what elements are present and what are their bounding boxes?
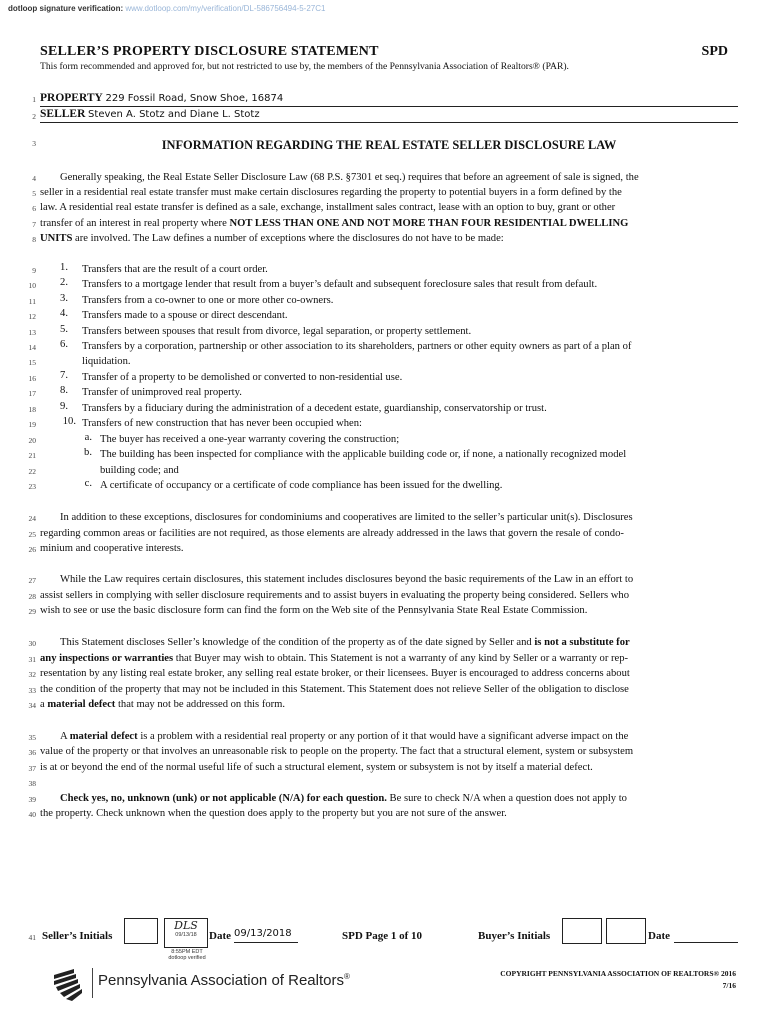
text-run: that Buyer may wish to obtain. This Statement is not a warranty of any kind by Seller or a warranty or rep- (173, 653, 629, 664)
paragraph-line (40, 729, 740, 744)
buyer-date-label: Date (648, 930, 670, 942)
list-number: 3. (60, 293, 68, 304)
page-indicator: SPD Page 1 of 10 (342, 930, 423, 942)
line-number: 12 (28, 312, 36, 321)
text-run: that may not be addressed on this form. (115, 699, 286, 710)
sublist-item: The buyer has received a one-year warranty covering the construction; (100, 434, 400, 445)
buyer-initials-box-2[interactable] (606, 918, 646, 944)
line-number: 23 (28, 482, 36, 491)
line-number: 34 (28, 701, 36, 710)
list-number: 1. (60, 262, 68, 273)
line-number: 14 (28, 343, 36, 352)
line-number: 32 (28, 670, 36, 679)
line-number: 16 (28, 374, 36, 383)
line-number: 39 (28, 795, 36, 804)
line-number: 10 (28, 281, 36, 290)
org-name-text: Pennsylvania Association of Realtors (98, 972, 344, 989)
paragraph-line (40, 216, 740, 231)
list-item: liquidation. (82, 356, 131, 367)
revision-code: 7/16 (722, 981, 736, 990)
list-number: 9. (60, 401, 68, 412)
list-number: 7. (60, 370, 68, 381)
list-item: Transfer of a property to be demolished or converted to non-residential use. (82, 372, 403, 383)
section-heading: INFORMATION REGARDING THE REAL ESTATE SELLER DISCLOSURE LAW (161, 138, 617, 152)
emphasis-text: any inspections or warranties (40, 653, 174, 664)
paragraph-line: resentation by any listing real estate broker, any selling real estate broker, or their licensees. Buyer is encouraged to address concerns about (40, 668, 630, 679)
line-number: 40 (28, 810, 36, 819)
sublist-item: building code; and (100, 465, 179, 476)
list-item: Transfers of new construction that has never been occupied when: (82, 418, 362, 429)
list-number: 4. (60, 308, 68, 319)
seller-label: SELLER (40, 108, 86, 120)
emphasis-text: material defect (69, 731, 138, 742)
paragraph-line: the condition of the property that may not be included in this Statement. This Statement does not relieve Seller of the obligation to disclose (40, 684, 629, 695)
list-item: Transfers between spouses that result from divorce, legal separation, or property settlement. (82, 326, 472, 337)
emphasis-text: is not a substitute for (534, 637, 630, 648)
paragraph-line (40, 697, 740, 712)
line-number: 13 (28, 328, 36, 337)
line-number: 30 (28, 639, 36, 648)
paragraph-line: the property. Check unknown when the question does apply to the property but you are not sure of the answer. (40, 808, 507, 819)
line-number: 27 (28, 576, 36, 585)
text-run: Be sure to check N/A when a question does not apply to (386, 793, 627, 804)
dotloop-verified-badge: dotloop verified (168, 955, 206, 961)
registered-mark: ® (343, 972, 350, 981)
line-number: 22 (28, 467, 36, 476)
seller-field[interactable] (40, 108, 738, 123)
list-item: Transfer of unimproved real property. (82, 387, 242, 398)
line-number: 15 (28, 358, 36, 367)
line-number: 37 (28, 764, 36, 773)
line-number: 29 (28, 607, 36, 616)
buyer-date-field[interactable] (674, 928, 738, 943)
sublist-letter: a. (84, 432, 92, 443)
line-number: 6 (32, 204, 36, 213)
text-run: are involved. The Law defines a number of exceptions where the disclosures do not have to be made: (72, 233, 504, 244)
sublist-letter: c. (84, 478, 92, 489)
seller-value[interactable]: Steven A. Stotz and Diane L. Stotz (88, 109, 260, 120)
form-title: SELLER’S PROPERTY DISCLOSURE STATEMENT (40, 44, 379, 59)
line-number: 3 (32, 139, 36, 148)
verification-label: dotloop signature verification: (8, 4, 124, 13)
line-number: 33 (28, 686, 36, 695)
date-label: Date (209, 930, 231, 942)
initials-signature: DLS (174, 919, 198, 932)
sublist-letter: b. (84, 447, 92, 458)
dotloop-time: 8:55PM EDT (171, 949, 203, 955)
list-number: 10. (62, 416, 76, 427)
line-number: 1 (32, 95, 36, 104)
copyright-text: COPYRIGHT PENNSYLVANIA ASSOCIATION OF REALTORS® 2016 (500, 969, 736, 978)
text-run: is a problem with a residential real property or any portion of it that would have a significant adverse impact on the (137, 731, 629, 742)
paragraph-line: is at or beyond the end of the normal useful life of such a structural element, system or subsystem is not by itself a material defect. (40, 762, 593, 773)
list-item: Transfers by a fiduciary during the administration of a decedent estate, guardianship, conservatorship or trust. (82, 403, 547, 414)
org-name (98, 972, 350, 989)
line-number: 5 (32, 189, 36, 198)
sellers-initials-label: Seller’s Initials (42, 930, 113, 942)
paragraph-line (40, 231, 740, 246)
buyer-initials-box-1[interactable] (562, 918, 602, 944)
paragraph-line: Generally speaking, the Real Estate Seller Disclosure Law (68 P.S. §7301 et seq.) requires that before an agreement of sale is signed, the (60, 172, 639, 183)
line-number: 8 (32, 235, 36, 244)
copyright-block (500, 968, 736, 992)
buyers-initials-label: Buyer’s Initials (478, 930, 551, 942)
list-number: 2. (60, 277, 68, 288)
line-number: 2 (32, 112, 36, 121)
dotloop-verification (8, 4, 325, 13)
paragraph-line (40, 635, 740, 650)
line-number: 17 (28, 389, 36, 398)
dotloop-date: 09/13/18 (175, 932, 197, 938)
list-number: 8. (60, 385, 68, 396)
line-number: 4 (32, 174, 36, 183)
seller-initials-box-2[interactable] (164, 918, 208, 948)
paragraph-line: While the Law requires certain disclosures, this statement includes disclosures beyond the basic requirements of the Law in an effort to (60, 574, 634, 585)
text-run: This Statement discloses Seller’s knowledge of the condition of the property as of the date signed by Seller and (60, 637, 535, 648)
property-label: PROPERTY (40, 92, 103, 104)
line-number: 9 (32, 266, 36, 275)
seller-initials-box-1[interactable] (124, 918, 158, 944)
paragraph-line (40, 651, 740, 666)
paragraph-line (40, 791, 740, 806)
line-number: 11 (28, 297, 36, 306)
list-item: Transfers that are the result of a court order. (82, 264, 268, 275)
line-number: 21 (28, 451, 36, 460)
form-subtitle: This form recommended and approved for, but not restricted to use by, the members of the Pennsylvania Association of Realtors® (PAR). (40, 61, 569, 72)
logo-divider (92, 968, 93, 998)
line-number: 7 (32, 220, 36, 229)
paragraph-line: minium and cooperative interests. (40, 543, 184, 554)
list-number: 6. (60, 339, 68, 350)
sublist-item: A certificate of occupancy or a certificate of code compliance has been issued for the dwelling. (100, 480, 503, 491)
line-number: 28 (28, 592, 36, 601)
list-item: Transfers to a mortgage lender that result from a buyer’s default and subsequent foreclosure sales that result from default. (82, 279, 598, 290)
paragraph-line: In addition to these exceptions, disclosures for condominiums and cooperatives are limited to the seller’s particular unit(s). Disclosures (60, 512, 633, 523)
seller-date-field[interactable]: 09/13/2018 (234, 928, 298, 943)
paragraph-line: value of the property or that involves an unreasonable risk to people on the property. The fact that a structural element, system or subsystem (40, 746, 634, 757)
paragraph-line: wish to see or use the basic disclosure form can find the form on the Web site of the Pennsylvania State Real Estate Commission. (40, 605, 588, 616)
sublist-item: The building has been inspected for compliance with the applicable building code or, if none, a nationally recognized model (100, 449, 627, 460)
property-value[interactable]: 229 Fossil Road, Snow Shoe, 16874 (105, 93, 284, 104)
emphasis-text: NOT LESS THAN ONE AND NOT MORE THAN FOUR RESIDENTIAL DWELLING (229, 218, 629, 229)
line-number: 41 (28, 933, 36, 942)
paragraph-line: law. A residential real estate transfer is defined as a sale, exchange, installment sales contract, lease with an option to buy, grant or other (40, 202, 616, 213)
line-number: 35 (28, 733, 36, 742)
line-number: 36 (28, 748, 36, 757)
form-code: SPD (701, 44, 728, 59)
line-number: 25 (28, 530, 36, 539)
par-logo-icon (52, 965, 88, 1001)
line-number: 20 (28, 436, 36, 445)
line-number: 26 (28, 545, 36, 554)
verification-link[interactable]: www.dotloop.com/my/verification/DL-586756494-5-27C1 (125, 4, 326, 13)
emphasis-text: material defect (47, 699, 116, 710)
line-number: 38 (28, 779, 36, 788)
text-run: transfer of an interest in real property where (40, 218, 230, 229)
property-field[interactable] (40, 92, 738, 107)
list-item: Transfers by a corporation, partnership or other association to its shareholders, partners or other equity owners as part of a plan of (82, 341, 632, 352)
list-number: 5. (60, 324, 68, 335)
line-number: 24 (28, 514, 36, 523)
emphasis-text: UNITS (40, 233, 73, 244)
line-number: 18 (28, 405, 36, 414)
line-number: 31 (28, 655, 36, 664)
text-run: a (40, 699, 48, 710)
paragraph-line: seller in a residential real estate transfer must make certain disclosures regarding the property to potential buyers in a form defined by the (40, 187, 622, 198)
line-number: 19 (28, 420, 36, 429)
text-run: A (60, 731, 70, 742)
list-item: Transfers made to a spouse or direct descendant. (82, 310, 288, 321)
emphasis-text: Check yes, no, unknown (unk) or not applicable (N/A) for each question. (60, 793, 387, 804)
paragraph-line: regarding common areas or facilities are not required, as those elements are already addressed in the laws that govern the resale of condo- (40, 528, 624, 539)
list-item: Transfers from a co-owner to one or more other co-owners. (82, 295, 334, 306)
paragraph-line: assist sellers in complying with seller disclosure requirements and to assist buyers in evaluating the property being considered. Sellers who (40, 590, 630, 601)
